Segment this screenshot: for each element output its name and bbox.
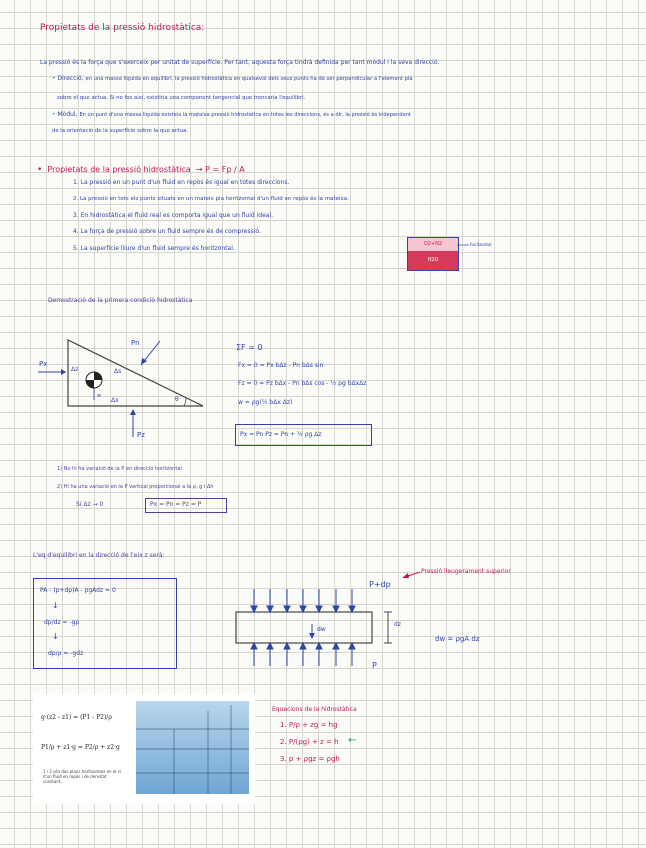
prop-item: 4. La força de pressió sobre un fluid sempre és de compressió. <box>73 228 261 235</box>
arrow-icon: → <box>195 165 206 174</box>
prop-item: 2. La pressió en tots els punts situats en un mateix pla horitzontal d'un fluid en repòs és la mateixa. <box>73 196 349 202</box>
arrow-left-icon: ← <box>348 735 357 746</box>
conclusion-3: Si Δz → 0 <box>76 501 104 508</box>
conclusion-1: 1) No hi ha variació de la P en direcció horitzontal <box>57 466 182 472</box>
arrow-down-icon: ↓ <box>52 632 59 641</box>
page-title: Propietats de la pressió hidrostàtica: <box>40 23 205 33</box>
pasted-image <box>33 694 255 804</box>
eq-w: w = ρg(½ bΔx Δz) <box>238 399 293 406</box>
props-formula: P = Fp / A <box>205 165 245 174</box>
bullet-icon: • <box>52 111 56 118</box>
prop-item: 1. La pressió en un punt d'un fluid en repòs és igual en totes direccions. <box>73 179 290 186</box>
hydro-title: Equacions de la hidrostàtica <box>272 706 357 713</box>
bullet-icon: • <box>52 75 56 82</box>
equil-step: PA - (p+dp)A - ρgAdz = 0 <box>40 587 116 594</box>
block-bottom-label: P <box>372 661 377 670</box>
prop-item: 3. En hidrostàtica el fluid real es comporta igual que un fluid ideal. <box>73 212 274 219</box>
img-eq2: P1/ρ + z1·g = P2/ρ + z2·g <box>41 744 120 751</box>
props-heading: • Propietats de la pressió hidrostàtica → P = Fp / A <box>37 165 245 175</box>
tank-water-label: H2O <box>408 251 458 270</box>
conclusion-box-text: Px = Pn = Pz = P <box>150 501 202 508</box>
label-w: w <box>97 393 102 399</box>
bullet-icon: • <box>37 165 43 175</box>
direccio-line2: sobre el que actua. Si no fos així, existiria una component tangencial que trencaria l'equilibri. <box>57 95 306 101</box>
label-dz: Δz <box>71 366 79 373</box>
eq-sum: ΣF = 0 <box>236 343 263 352</box>
arrow-down-icon: ↓ <box>52 601 59 610</box>
hydro-eq: 3. p + ρgz = ρgh <box>280 755 340 763</box>
img-caption: 1 i 2 són dos plans horitzontals en el si d'un fluid en repòs i de densitat constant. <box>43 769 121 784</box>
label-pn: Pn <box>131 339 140 347</box>
block-eq: dw = ρgA dz <box>435 635 480 643</box>
fluid-figure-lines <box>136 701 249 794</box>
label-pz: Pz <box>137 431 145 439</box>
equil-title: L'eq d'equilibri en la direcció de l'eix z serà: <box>33 552 165 559</box>
hydro-eq: 2. P/(ρg) + z = h <box>280 738 339 746</box>
conclusion-2: 2) Hi ha una variació en la P vertical proporcional a la ρ, g i Δh <box>57 484 214 490</box>
label-ds: Δs <box>114 368 122 375</box>
block-dw: dw <box>317 626 326 633</box>
fluid-figure <box>136 701 249 794</box>
eq-result: Px = Pn Pz = Pn + ½ ρg Δz <box>240 431 322 438</box>
eq-fx: Fx = 0 = Px bΔz - Pn bΔs sin <box>238 362 324 369</box>
img-eq1: g·(z2 - z1) = (P1 - P2)/ρ <box>41 714 112 721</box>
label-theta: θ <box>175 396 179 403</box>
hydro-eq: 1. P/ρ + zg = hg <box>280 721 338 729</box>
modul-line2: de la orientació de la superfície sobre la que actua. <box>52 128 189 134</box>
tank-side-label: horitzontal <box>470 242 492 247</box>
block-note: Pressió lleugerament superior <box>421 568 511 575</box>
label-dx: Δx <box>111 397 119 404</box>
label-px: Px <box>39 360 48 368</box>
block-dz: dz <box>394 621 401 628</box>
equil-step: dp/dz = -gρ <box>44 619 80 626</box>
tank-gas-label: O2+N2 <box>408 238 458 251</box>
prop-item: 5. La superfície lliure d'un fluid sempre és horitzontal. <box>73 245 235 252</box>
modul-line1: • Mòdul, En un punt d'una massa líquida existeix la mateixa pressió hidrostàtica en totes les direccions, és a dir, la pressió és independent <box>52 111 411 118</box>
equil-step: dp/ρ = -gdz <box>48 650 84 657</box>
block-top-label: P+dp <box>369 580 391 589</box>
direccio-line1: • Direcció, en una massa líquida en equilibri, la pressió hidrostàtica en qualsevol dels seus punts ha de ser perpendicular a l'element pla <box>52 75 413 82</box>
intro-text: La pressió és la força que s'exerceix per unitat de superfície. Per tant, aquesta força tindrà definida per tant mòdul i la seva direcció. <box>40 59 440 66</box>
demo-title: Demostració de la primera condició hidrostàtica <box>48 297 193 304</box>
eq-fz: Fz = 0 = Pz bΔx - Pn bΔs cos - ½ ρg bΔxΔz <box>238 380 367 387</box>
